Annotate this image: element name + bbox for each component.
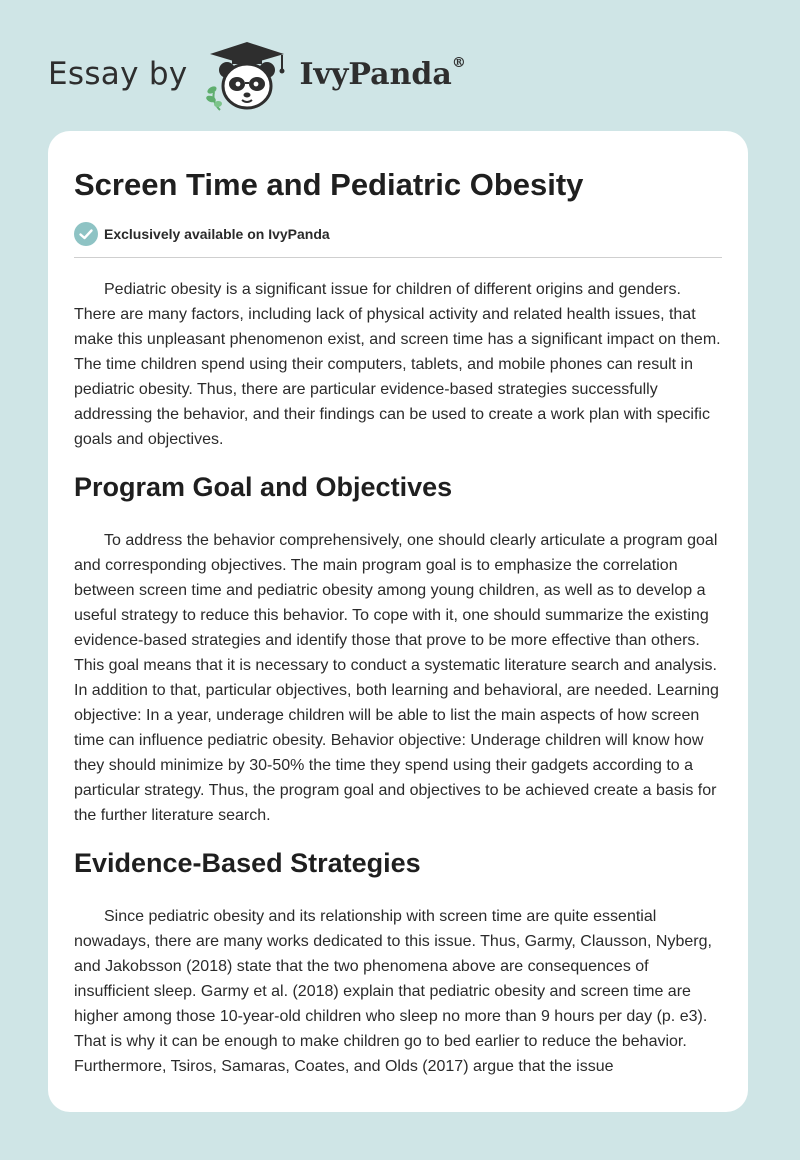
essay-by-label: Essay by: [48, 56, 188, 92]
ivypanda-brand-name[interactable]: IvyPanda®: [299, 54, 466, 92]
article-title: Screen Time and Pediatric Obesity: [74, 167, 584, 202]
title-divider: [74, 257, 722, 258]
exclusive-badge: [74, 221, 722, 247]
section-heading-program-goal: Program Goal and Objectives: [74, 472, 453, 502]
registered-mark: ®: [451, 54, 466, 71]
section-heading-evidence-based: Evidence-Based Strategies: [74, 848, 421, 878]
exclusive-badge-text: Exclusively available on IvyPanda: [104, 226, 330, 242]
site-header: [48, 34, 466, 114]
ivypanda-panda-logo-icon[interactable]: [202, 34, 292, 114]
article-card: [48, 131, 748, 1112]
check-circle-icon: [74, 222, 98, 246]
intro-paragraph: Pediatric obesity is a significant issue for children of different origins and genders. There are many factors, including lack of physical activity and related health issues, that make this unpleasant phenomenon exist, and screen time has a significant impact on them. The time children spend using their computers, tablets, and mobile phones can result in pediatric obesity. Thus, there are particular evidence-based strategies successfully addressing the behavior, and their findings can be used to create a work plan with specific goals and objectives.: [74, 281, 721, 448]
program-goal-paragraph: To address the behavior comprehensively, one should clearly articulate a program goal and corresponding objectives. The main program goal is to emphasize the correlation between screen time and pediatric obesity among young children, as well as to develop a useful strategy to reduce this behavior. To cope with it, one should summarize the existing evidence-based strategies and identify those that prove to be more effective than others. This goal means that it is necessary to conduct a systematic literature search and analysis. In addition to that, particular objectives, both learning and behavioral, are needed. Learning objective: In a year, underage children will be able to list the main aspects of how screen time can influence pediatric obesity. Behavior objective: Underage children will know how they should minimize by 30-50% the time they spend using their gadgets according to a particular strategy. Thus, the program goal and objectives to be achieved create a basis for the further literature search.: [74, 532, 719, 824]
evidence-based-paragraph: Since pediatric obesity and its relationship with screen time are quite essential nowadays, there are many works dedicated to this issue. Thus, Garmy, Clausson, Nyberg, and Jakobsson (2018) state that the two phenomena above are consequences of insufficient sleep. Garmy et al. (2018) explain that pediatric obesity and screen time are higher among those 10-year-old children who sleep no more than 9 hours per day (p. e3). That is why it can be enough to make children go to bed earlier to reduce the behavior. Furthermore, Tsiros, Samaras, Coates, and Olds (2017) argue that the issue: [74, 908, 712, 1075]
